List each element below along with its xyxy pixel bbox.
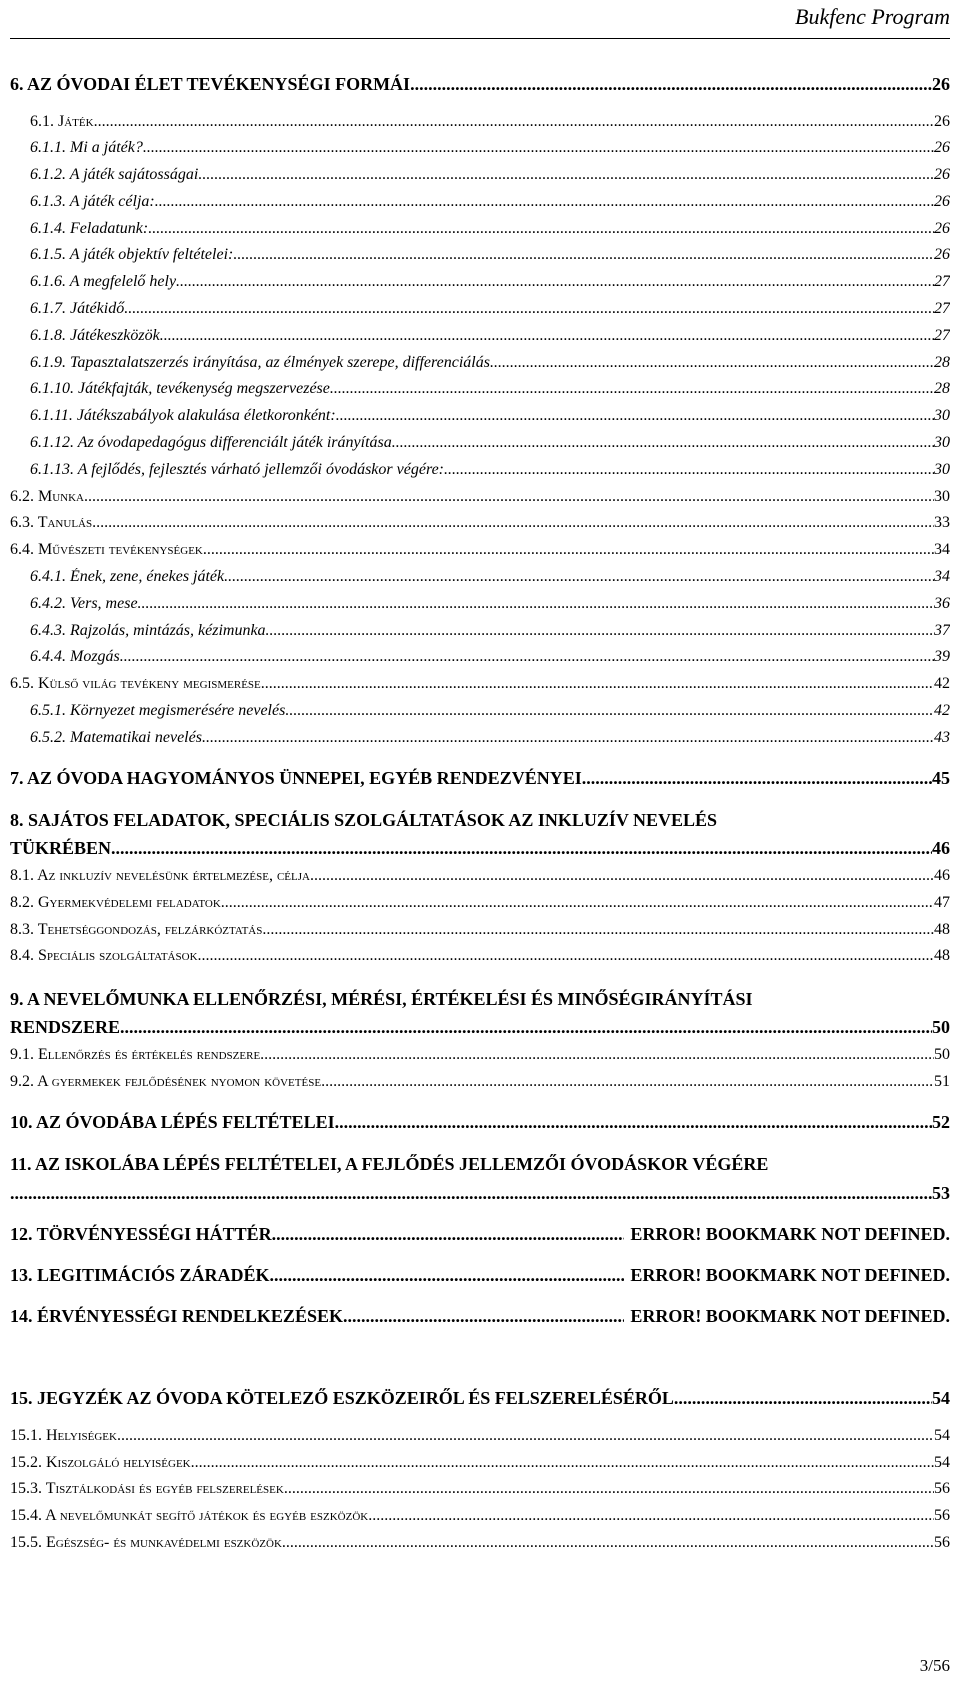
toc-entry-label: 6.1.8. Játékeszközök	[30, 327, 160, 344]
toc-entry[interactable]	[10, 947, 950, 965]
toc-leader-dots	[198, 166, 934, 184]
toc-entry[interactable]	[10, 1507, 950, 1525]
toc-entry-label: 6.2. Munka	[10, 488, 85, 505]
toc-leader-dots	[92, 514, 934, 532]
toc-leader-dots	[343, 1306, 624, 1327]
toc-entry-page: 30	[934, 488, 950, 505]
toc-entry-label: 8.1. Az inkluzív nevelésünk értelmezése, célja	[10, 867, 310, 884]
toc-entry-page: 50	[932, 1017, 950, 1037]
toc-entry-label: 7. AZ ÓVODA HAGYOMÁNYOS ÜNNEPEI, EGYÉB RENDEZVÉNYEI	[10, 768, 582, 788]
toc-entry-label: 6.5.2. Matematikai nevelés	[30, 729, 202, 746]
toc-entry[interactable]	[30, 246, 950, 264]
toc-entry-page: 27	[934, 273, 950, 290]
toc-leader-dots	[233, 246, 934, 264]
toc-leader-dots	[336, 407, 934, 425]
toc-entry-label: 6.1.5. A játék objektív feltételei:	[30, 246, 234, 263]
toc-entry[interactable]	[10, 1112, 950, 1133]
toc-entry-page: 50	[934, 1046, 950, 1063]
toc-entry-label: 6.1.11. Játékszabályok alakulása életkoronként:	[30, 407, 336, 424]
toc-entry-label: 6.3. Tanulás	[10, 514, 93, 531]
toc-entry-label: 9.2. A gyermekek fejlődésének nyomon követése	[10, 1073, 322, 1090]
toc-entry-page: 37	[934, 622, 950, 639]
toc-entry-label: 6.4.3. Rajzolás, mintázás, kézimunka	[30, 622, 266, 639]
toc-entry-label: 6.1.3. A játék célja:	[30, 193, 155, 210]
toc-entry[interactable]	[30, 300, 950, 318]
toc-leader-dots	[410, 74, 932, 95]
toc-leader-dots	[224, 568, 934, 586]
toc-leader-dots	[272, 1224, 625, 1245]
toc-leader-dots	[84, 488, 934, 506]
toc-entry-page: 26	[934, 139, 950, 156]
toc-leader-dots	[111, 838, 932, 859]
toc-entry-page: 54	[932, 1388, 950, 1408]
toc-entry[interactable]	[10, 1388, 950, 1409]
toc-entry-page: 27	[934, 327, 950, 344]
toc-entry[interactable]	[30, 166, 950, 184]
toc-entry-label: 15.2. Kiszolgáló helyiségek	[10, 1454, 191, 1471]
toc-entry-label: 6.1.7. Játékidő	[30, 300, 125, 317]
toc-entry[interactable]	[10, 1480, 950, 1498]
toc-entry-page: 56	[934, 1480, 950, 1497]
toc-entry-label: 6.5. Külső világ tevékeny megismerése	[10, 675, 261, 692]
toc-entry-page: 26	[932, 74, 950, 94]
toc-entry-page: 42	[934, 675, 950, 692]
toc-entry-label: 6.1.9. Tapasztalatszerzés irányítása, az élmények szerepe, differenciálás	[30, 354, 490, 371]
toc-entry[interactable]	[10, 894, 950, 912]
toc-entry-label: 6.4.1. Ének, zene, énekes játék	[30, 568, 225, 585]
toc-entry-page: 48	[934, 921, 950, 938]
toc-entry-page: 27	[934, 300, 950, 317]
toc-entry-page: 43	[934, 729, 950, 746]
toc-entry-label: 15. JEGYZÉK AZ ÓVODA KÖTELEZŐ ESZKÖZEIRŐL ÉS FELSZERELÉSÉRŐL	[10, 1388, 674, 1408]
toc-entry-label: 15.4. A nevelőmunkát segítő játékok és egyéb eszközök	[10, 1507, 369, 1524]
toc-entry[interactable]	[30, 407, 950, 425]
toc-entry[interactable]	[30, 622, 950, 640]
toc-leader-dots	[284, 1480, 934, 1498]
toc-entry-page: 45	[932, 768, 950, 788]
toc-entry-page: 36	[934, 595, 950, 612]
toc-entry[interactable]	[10, 514, 950, 532]
toc-leader-dots	[176, 273, 934, 291]
toc-entry[interactable]	[10, 768, 950, 789]
toc-leader-dots	[120, 1017, 932, 1038]
toc-leader-dots	[392, 434, 934, 452]
toc-leader-dots	[124, 300, 934, 318]
bookmark-error: ERROR! BOOKMARK NOT DEFINED.	[630, 1306, 950, 1326]
toc-entry-label: 15.5. Egészség- és munkavédelmi eszközök	[10, 1534, 282, 1551]
toc-leader-dots	[368, 1507, 934, 1525]
toc-entry-label: 6.1.6. A megfelelő hely	[30, 273, 177, 290]
toc-leader-dots	[120, 648, 934, 666]
toc-leader-dots	[310, 867, 934, 885]
toc-leader-dots	[203, 541, 934, 559]
toc-entry[interactable]	[30, 702, 950, 720]
toc-entry[interactable]	[30, 139, 950, 157]
toc-entry[interactable]	[10, 1534, 950, 1552]
toc-chapter-title-line[interactable]: 11. AZ ISKOLÁBA LÉPÉS FELTÉTELEI, A FEJLŐDÉS JELLEMZŐI ÓVODÁSKOR VÉGÉRE	[10, 1154, 769, 1174]
toc-entry[interactable]	[10, 541, 950, 559]
toc-entry-page: 47	[934, 894, 950, 911]
toc-leader-dots	[117, 1427, 934, 1445]
toc-leader-dots	[270, 1265, 625, 1286]
toc-entry-label: 6.4.4. Mozgás	[30, 648, 120, 665]
toc-entry[interactable]	[10, 1017, 950, 1038]
toc-entry[interactable]	[10, 838, 950, 859]
page-number: 3/56	[919, 1656, 950, 1675]
toc-entry[interactable]	[30, 193, 950, 211]
toc-entry-label: 15.3. Tisztálkodási és egyéb felszerelések	[10, 1480, 284, 1497]
toc-entry-page: 46	[932, 838, 950, 858]
toc-leader-dots	[160, 327, 934, 345]
toc-leader-dots	[260, 1046, 934, 1064]
toc-entry-page: 26	[934, 113, 950, 130]
toc-entry-label: 6.1.2. A játék sajátosságai	[30, 166, 199, 183]
toc-entry-label: 6. AZ ÓVODAI ÉLET TEVÉKENYSÉGI FORMÁI	[10, 74, 411, 94]
toc-entry-label: 10. AZ ÓVODÁBA LÉPÉS FELTÉTELEI	[10, 1112, 335, 1132]
toc-entry-label: TÜKRÉBEN	[10, 838, 112, 858]
header-rule	[10, 38, 950, 39]
toc-entry-label: 6.5.1. Környezet megismerésére nevelés	[30, 702, 286, 719]
toc-entry[interactable]	[10, 1073, 950, 1091]
toc-entry-page: 54	[934, 1454, 950, 1471]
toc-leader-dots	[321, 1073, 934, 1091]
toc-entry[interactable]	[30, 434, 950, 452]
toc-entry[interactable]	[30, 461, 950, 479]
toc-entry-page: 54	[934, 1427, 950, 1444]
toc-leader-dots	[148, 220, 934, 238]
toc-entry[interactable]	[30, 113, 950, 131]
toc-leader-dots	[202, 729, 934, 747]
toc-entry-page: 53	[932, 1183, 950, 1203]
toc-entry-label: 9.1. Ellenőrzés és értékelés rendszere	[10, 1046, 261, 1063]
toc-entry-label: 8.2. Gyermekvédelemi feladatok	[10, 894, 221, 911]
toc-leader-dots	[674, 1388, 932, 1409]
toc-entry-label: 12. TÖRVÉNYESSÉGI HÁTTÉR	[10, 1224, 272, 1244]
toc-entry[interactable]	[10, 488, 950, 506]
toc-leader-dots	[143, 139, 934, 157]
running-header: Bukfenc Program	[795, 4, 950, 29]
toc-leader-dots	[490, 354, 934, 372]
toc-leader-dots	[335, 1112, 932, 1133]
toc-entry-label: 6.4. Művészeti tevékenységek	[10, 541, 203, 558]
toc-entry[interactable]	[30, 354, 950, 372]
toc-entry-page: 30	[934, 461, 950, 478]
toc-entry[interactable]	[10, 1427, 950, 1445]
toc-entry-page: 42	[934, 702, 950, 719]
toc-entry[interactable]	[30, 327, 950, 345]
toc-leader-dots	[155, 193, 934, 211]
toc-entry[interactable]	[10, 74, 950, 95]
toc-entry-label: 8.3. Tehetséggondozás, felzárkóztatás	[10, 921, 263, 938]
toc-leader-dots	[444, 461, 934, 479]
toc-entry-page: 26	[934, 220, 950, 237]
toc-entry[interactable]	[10, 675, 950, 693]
toc-leader-dots	[10, 1183, 932, 1204]
toc-entry-page: 26	[934, 193, 950, 210]
toc-entry-page: 56	[934, 1534, 950, 1551]
toc-entry-page: 26	[934, 166, 950, 183]
toc-leader-dots	[94, 113, 934, 131]
toc-entry-page: 30	[934, 434, 950, 451]
toc-entry-page: 30	[934, 407, 950, 424]
toc-leader-dots	[191, 1454, 934, 1472]
toc-entry-label: RENDSZERE	[10, 1017, 121, 1037]
toc-entry-page: 26	[934, 246, 950, 263]
toc-entry-page: 34	[934, 541, 950, 558]
toc-entry-label: 6.1.10. Játékfajták, tevékenység megszervezése	[30, 380, 330, 397]
toc-entry-label: 6.1. Játék	[30, 113, 94, 130]
toc-entry[interactable]	[10, 1454, 950, 1472]
bookmark-error: ERROR! BOOKMARK NOT DEFINED.	[630, 1265, 950, 1285]
toc-entry-page: 28	[934, 380, 950, 397]
toc-entry-label: 14. ÉRVÉNYESSÉGI RENDELKEZÉSEK	[10, 1306, 343, 1326]
toc-entry-label: 6.1.4. Feladatunk:	[30, 220, 149, 237]
toc-entry-label: 6.1.12. Az óvodapedagógus differenciált játék irányítása	[30, 434, 392, 451]
toc-entry-page: 52	[932, 1112, 950, 1132]
toc-leader-dots	[261, 675, 934, 693]
toc-entry-label: 6.4.2. Vers, mese	[30, 595, 138, 612]
toc-entry-broken[interactable]	[10, 1224, 950, 1245]
toc-entry[interactable]	[10, 867, 950, 885]
toc-entry-label: 13. LEGITIMÁCIÓS ZÁRADÉK	[10, 1265, 270, 1285]
toc-entry-page: 51	[934, 1073, 950, 1090]
toc-leader-dots	[198, 947, 934, 965]
toc-leader-dots	[266, 622, 934, 640]
toc-entry-page: 39	[934, 648, 950, 665]
toc-entry[interactable]	[30, 648, 950, 666]
toc-entry-broken[interactable]	[10, 1265, 950, 1286]
toc-leader-dots	[221, 894, 934, 912]
toc-entry-page: 34	[934, 568, 950, 585]
toc-entry-page: 46	[934, 867, 950, 884]
toc-entry[interactable]	[10, 921, 950, 939]
toc-leader-dots	[138, 595, 934, 613]
toc-entry[interactable]	[30, 273, 950, 291]
toc-entry[interactable]	[30, 380, 950, 398]
toc-entry-page: 28	[934, 354, 950, 371]
toc-chapter-title-line[interactable]: 8. SAJÁTOS FELADATOK, SPECIÁLIS SZOLGÁLTATÁSOK AZ INKLUZÍV NEVELÉS	[10, 810, 718, 830]
toc-entry-page: 33	[934, 514, 950, 531]
toc-entry-label: 6.1.1. Mi a játék?	[30, 139, 143, 156]
toc-entry-page: 56	[934, 1507, 950, 1524]
toc-entry[interactable]	[30, 568, 950, 586]
toc-entry[interactable]	[30, 595, 950, 613]
toc-leader-dots	[582, 768, 932, 789]
toc-entry-label: 6.1.13. A fejlődés, fejlesztés várható jellemzői óvodáskor végére:	[30, 461, 444, 478]
toc-entry-label: 15.1. Helyiségek	[10, 1427, 117, 1444]
toc-entry[interactable]	[10, 1183, 950, 1204]
toc-chapter-title-line[interactable]: 9. A NEVELŐMUNKA ELLENŐRZÉSI, MÉRÉSI, ÉRTÉKELÉSI ÉS MINŐSÉGIRÁNYÍTÁSI	[10, 989, 753, 1009]
toc-entry[interactable]	[30, 729, 950, 747]
toc-leader-dots	[262, 921, 934, 939]
toc-entry[interactable]	[30, 220, 950, 238]
toc-entry-broken[interactable]	[10, 1306, 950, 1327]
toc-entry-label: 8.4. Speciális szolgáltatások	[10, 947, 198, 964]
bookmark-error: ERROR! BOOKMARK NOT DEFINED.	[630, 1224, 950, 1244]
toc-leader-dots	[282, 1534, 934, 1552]
toc-entry[interactable]	[10, 1046, 950, 1064]
toc-leader-dots	[330, 380, 934, 398]
toc-leader-dots	[285, 702, 934, 720]
toc-entry-page: 48	[934, 947, 950, 964]
